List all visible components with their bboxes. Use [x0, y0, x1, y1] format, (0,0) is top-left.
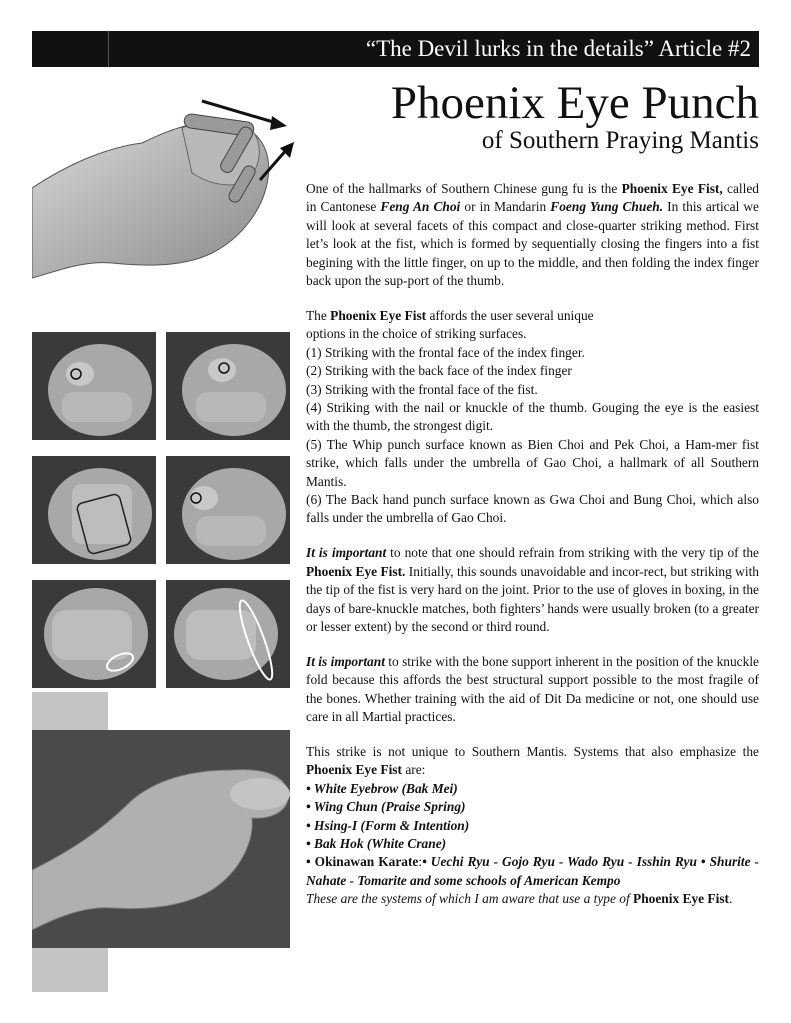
important-paragraph-1	[306, 544, 759, 636]
hand-fist-illustration	[32, 88, 302, 306]
intro-paragraph	[306, 180, 759, 290]
option-item: (1) Striking with the frontal face of the index finger.	[306, 344, 585, 360]
important2-text-1: to strike with the bone support inherent in the position of the knuckle fold because this affords the best structural support possible to the most fragile of the bones. Whether training with the aid of Dit Da medicine or not, one should use care in all Martial practices.	[306, 653, 759, 725]
option-item: (5) The Whip punch surface known as Bien Choi and Pek Choi, a Ham-mer fist strike, which falls under the umbrella of Gao Choi, a hallmark of all Southern Mantis.	[306, 436, 759, 489]
important1-text-1: to note that one should refrain from striking with the very tip of the	[386, 545, 759, 561]
system-item: • Wing Chun (Praise Spring)	[306, 799, 466, 815]
important1-term: Phoenix Eye Fist.	[306, 563, 406, 579]
important1-text-2: Initially, this sounds unavoidable and incor-rect, but striking with the tip of the fist is very hard on the joint. Prior to the use of gloves in boxing, in the days of bare-knuckle matches, both fighters’ hands were usually broken (to a greater or lesser extent) by the second or third round.	[306, 563, 759, 634]
okinawa-line	[306, 853, 759, 890]
arrow-right-icon	[270, 116, 287, 130]
intro-text-2: called in Cantonese	[306, 181, 759, 215]
okinawa-list: • Uechi Ryu - Gojo Ryu - Wado Ryu - Isshin Ryu • Shurite - Nahate - Tomarite and some schools of American Kempo	[306, 854, 759, 888]
header-text: “The Devil lurks in the details” Article #2	[365, 36, 751, 61]
gray-side-block-bottom	[32, 948, 108, 992]
fist-photo-6	[166, 580, 290, 688]
article-body	[306, 180, 759, 909]
option-item: (4) Striking with the nail or knuckle of the thumb. Gouging the eye is the easiest with the thumb, the strongest digit.	[306, 399, 759, 434]
system-item: • White Eyebrow (Bak Mei)	[306, 780, 458, 796]
header-bar	[32, 31, 759, 67]
system-item: • Bak Hok (White Crane)	[306, 836, 447, 851]
intro-text-3: or in Mandarin	[460, 199, 551, 215]
important-label-1: It is important	[306, 545, 387, 561]
header-divider	[108, 31, 109, 67]
closing-end: .	[729, 891, 733, 907]
intro-term-phoenix: Phoenix Eye Fist,	[621, 181, 723, 196]
fist-photo-1	[32, 332, 156, 440]
important-label-2: It is important	[306, 653, 385, 669]
page-title: Phoenix Eye Punch	[390, 77, 759, 129]
options-line-2: options in the choice of striking surfaces.	[306, 326, 527, 342]
options-term-phoenix: Phoenix Eye Fist	[330, 307, 427, 323]
hand-side-photo	[32, 730, 290, 948]
fist-photo-3	[32, 456, 156, 564]
option-item: (3) Striking with the frontal face of the fist.	[306, 381, 538, 397]
fist-photo-2	[166, 332, 290, 440]
fist-photo-5	[32, 580, 156, 688]
intro-text-4: In this artical we will look at several facets of this compact and close-quarter striking method. First let’s look at the fist, which is formed by sequentially closing the fingers into a fist begining with the little finger, on up to the middle, and then folding the index finger back upon the sup-port of the thumb.	[306, 199, 760, 289]
closing-italic: These are the systems of which I am aware that use a type of	[306, 891, 634, 907]
systems-paragraph	[306, 743, 759, 909]
option-item: (2) Striking with the back face of the index finger	[306, 363, 572, 379]
system-item: • Hsing-I (Form & Intention)	[306, 817, 470, 833]
options-text-1: The	[306, 307, 331, 323]
options-text-2: affords the user several unique	[426, 307, 594, 323]
okinawa-colon: :	[418, 854, 423, 870]
systems-text-1: This strike is not unique to Southern Mantis. Systems that also emphasize the	[306, 743, 759, 759]
systems-text-2: are:	[401, 762, 426, 778]
closing-term: Phoenix Eye Fist	[633, 891, 729, 907]
options-line-1	[306, 307, 759, 325]
gray-side-block-top	[32, 692, 108, 730]
page-subtitle: of Southern Praying Mantis	[481, 127, 759, 154]
intro-text-1: One of the hallmarks of Southern Chinese gung fu is the	[306, 181, 622, 196]
fist-photo-4	[166, 456, 290, 564]
intro-term-mandarin: Foeng Yung Chueh.	[550, 199, 664, 215]
option-item: (6) The Back hand punch surface known as Gwa Choi and Bung Choi, which also falls under the umbrella of Gao Choi.	[306, 492, 759, 526]
systems-term: Phoenix Eye Fist	[306, 762, 402, 778]
options-paragraph	[306, 307, 759, 528]
closing-line	[306, 890, 759, 908]
important-paragraph-2	[306, 653, 759, 727]
intro-term-cantonese: Feng An Choi	[380, 199, 461, 215]
okinawa-label: • Okinawan Karate	[306, 854, 419, 870]
